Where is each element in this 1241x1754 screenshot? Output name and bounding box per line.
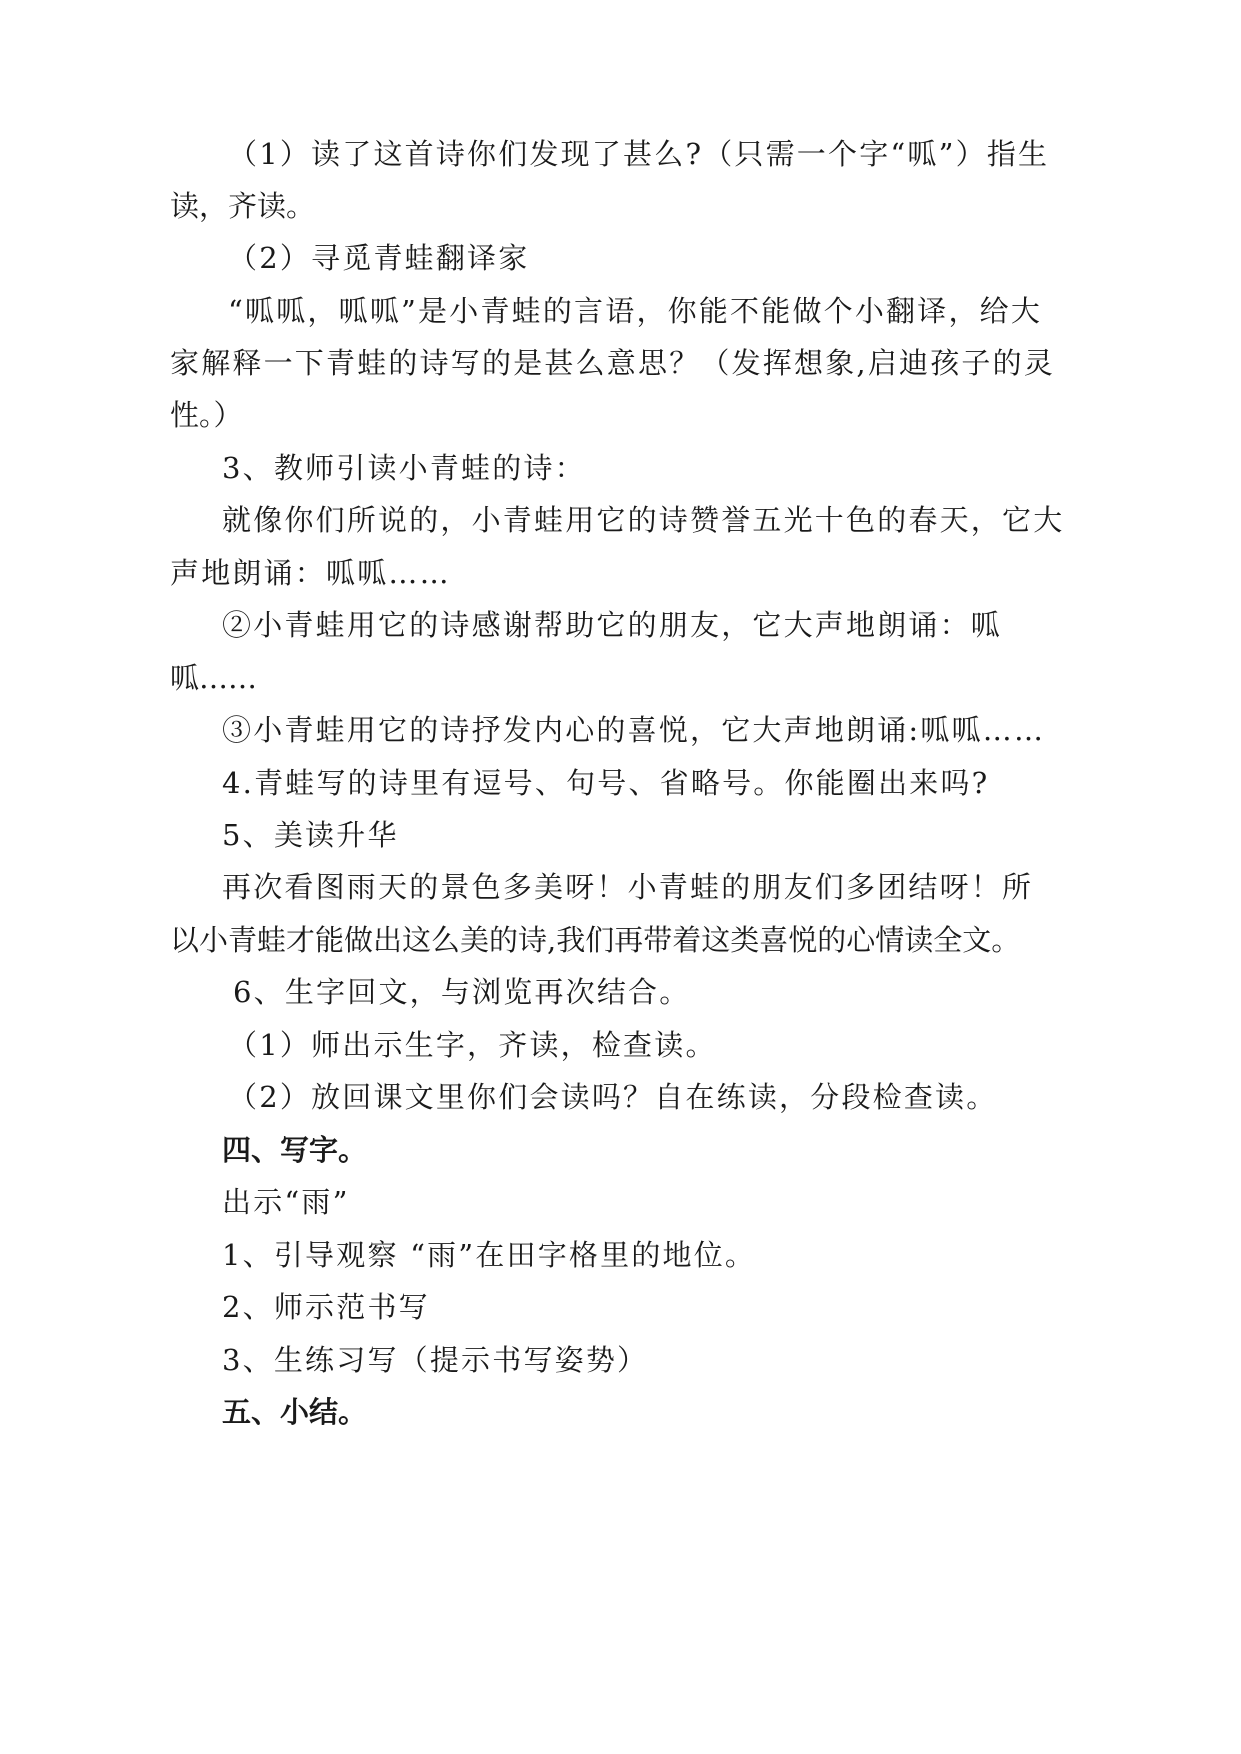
text-line: 读，齐读。 xyxy=(170,189,316,223)
section-heading: 四、写字。 xyxy=(222,1133,368,1167)
text-line: ②小青蛙用它的诗感谢帮助它的朋友，它大声地朗诵：呱 xyxy=(222,608,1003,642)
text-line: 就像你们所说的，小青蛙用它的诗赞誉五光十色的春天，它大 xyxy=(222,503,1065,537)
text-line: 呱…… xyxy=(170,661,258,695)
text-line: “呱呱，呱呱”是小青蛙的言语，你能不能做个小翻译，给大 xyxy=(228,294,1043,328)
text-line: 1、引导观察 “雨”在田字格里的地位。 xyxy=(222,1238,757,1272)
text-line: 6、生字回文，与浏览再次结合。 xyxy=(233,975,691,1009)
text-line: 再次看图雨天的景色多美呀！小青蛙的朋友们多团结呀！所 xyxy=(222,870,1034,904)
section-heading: 五、小结。 xyxy=(222,1395,368,1429)
text-line: 5、美读升华 xyxy=(222,818,399,852)
text-line: 性。） xyxy=(170,398,243,432)
text-line: 以小青蛙才能做出这么美的诗,我们再带着这类喜悦的心情读全文。 xyxy=(170,923,1021,957)
text-line: 出示“雨” xyxy=(222,1185,350,1219)
text-line: （2）放回课文里你们会读吗？自在练读，分段检查读。 xyxy=(228,1080,998,1114)
text-line: （1）读了这首诗你们发现了甚么?（只需一个字“呱”）指生 xyxy=(228,137,1050,171)
text-line: 家解释一下青蛙的诗写的是甚么意思？（发挥想象,启迪孩子的灵 xyxy=(170,346,1056,380)
text-line: 2、师示范书写 xyxy=(222,1290,430,1324)
text-line: 3、生练习写（提示书写姿势） xyxy=(222,1343,649,1377)
text-line: （2）寻觅青蛙翻译家 xyxy=(228,241,530,275)
text-line: 声地朗诵：呱呱…… xyxy=(170,556,451,590)
text-line: 4.青蛙写的诗里有逗号、句号、省略号。你能圈出来吗? xyxy=(222,766,990,800)
text-line: ③小青蛙用它的诗抒发内心的喜悦，它大声地朗诵:呱呱…… xyxy=(222,713,1046,747)
text-line: 3、教师引读小青蛙的诗： xyxy=(222,451,586,485)
text-line: （1）师出示生字，齐读，检查读。 xyxy=(228,1028,717,1062)
